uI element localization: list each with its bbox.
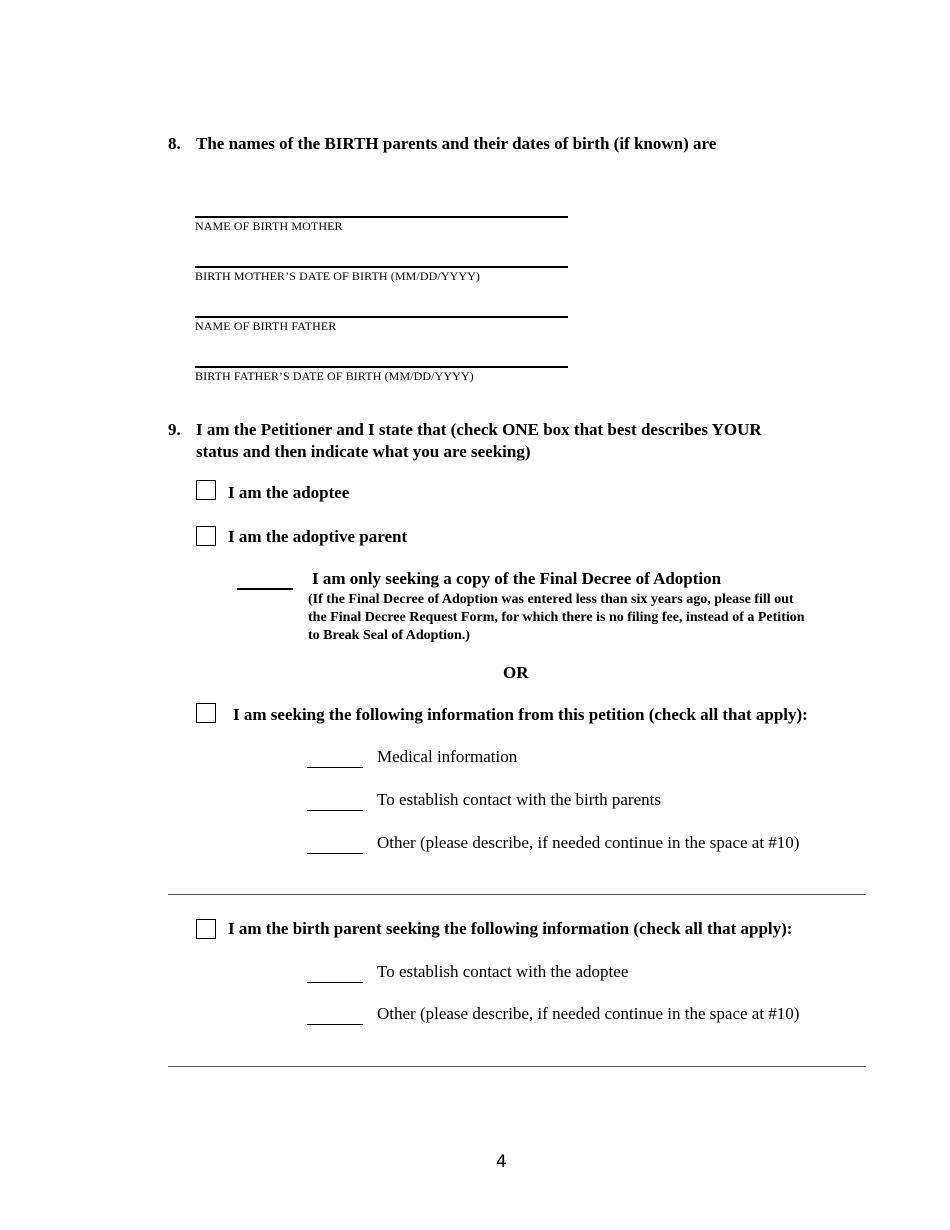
adoptee-checkbox[interactable] bbox=[196, 480, 216, 500]
birth-father-dob-line[interactable] bbox=[195, 366, 568, 368]
birth-parent-checkbox[interactable] bbox=[196, 919, 216, 939]
other-adoptee-label: Other (please describe, if needed continue in the space at #10) bbox=[377, 833, 800, 852]
birth-mother-name-label: NAME OF BIRTH MOTHER bbox=[195, 219, 343, 233]
q9-text-line2: status and then indicate what you are seeking) bbox=[196, 442, 531, 461]
q9-text-line1: I am the Petitioner and I state that (check ONE box that best describes YOUR bbox=[196, 420, 762, 439]
contact-adoptee-label: To establish contact with the adoptee bbox=[377, 962, 629, 981]
copy-only-label: I am only seeking a copy of the Final Decree of Adoption bbox=[312, 569, 722, 588]
q8-number: 8. bbox=[168, 134, 181, 153]
other-birth-parent-label: Other (please describe, if needed continue in the space at #10) bbox=[377, 1004, 800, 1023]
section-divider bbox=[168, 894, 866, 895]
birth-father-name-line[interactable] bbox=[195, 316, 568, 318]
seeking-info-checkbox[interactable] bbox=[196, 703, 216, 723]
q8-text: The names of the BIRTH parents and their dates of birth (if known) are bbox=[196, 134, 717, 153]
page-number: 4 bbox=[496, 1152, 507, 1172]
birth-father-name-label: NAME OF BIRTH FATHER bbox=[195, 319, 337, 333]
adoptive-parent-label: I am the adoptive parent bbox=[228, 527, 408, 546]
section-divider-bottom bbox=[168, 1066, 866, 1067]
other-adoptee-blank[interactable] bbox=[307, 853, 363, 854]
birth-mother-dob-line[interactable] bbox=[195, 266, 568, 268]
medical-info-label: Medical information bbox=[377, 747, 518, 766]
copy-note-line1: (If the Final Decree of Adoption was entered less than six years ago, please fill out bbox=[308, 592, 794, 607]
birth-mother-dob-label: BIRTH MOTHER’S DATE OF BIRTH (MM/DD/YYYY) bbox=[195, 269, 480, 283]
q9-number: 9. bbox=[168, 420, 181, 439]
copy-note-line2: the Final Decree Request Form, for which there is no filing fee, instead of a Petition bbox=[308, 610, 805, 625]
adoptive-parent-checkbox[interactable] bbox=[196, 526, 216, 546]
other-birth-parent-blank[interactable] bbox=[307, 1024, 363, 1025]
copy-only-blank[interactable] bbox=[237, 588, 293, 590]
contact-birth-parents-blank[interactable] bbox=[307, 810, 363, 811]
adoptee-label: I am the adoptee bbox=[228, 483, 350, 502]
copy-note-line3: to Break Seal of Adoption.) bbox=[308, 628, 470, 643]
birth-parent-label: I am the birth parent seeking the following information (check all that apply): bbox=[228, 919, 793, 938]
birth-father-dob-label: BIRTH FATHER’S DATE OF BIRTH (MM/DD/YYYY) bbox=[195, 369, 474, 383]
birth-mother-name-line[interactable] bbox=[195, 216, 568, 218]
contact-adoptee-blank[interactable] bbox=[307, 982, 363, 983]
seeking-info-label: I am seeking the following information from this petition (check all that apply): bbox=[233, 705, 808, 724]
contact-birth-parents-label: To establish contact with the birth parents bbox=[377, 790, 661, 809]
medical-info-blank[interactable] bbox=[307, 767, 363, 768]
or-separator: OR bbox=[503, 663, 529, 682]
